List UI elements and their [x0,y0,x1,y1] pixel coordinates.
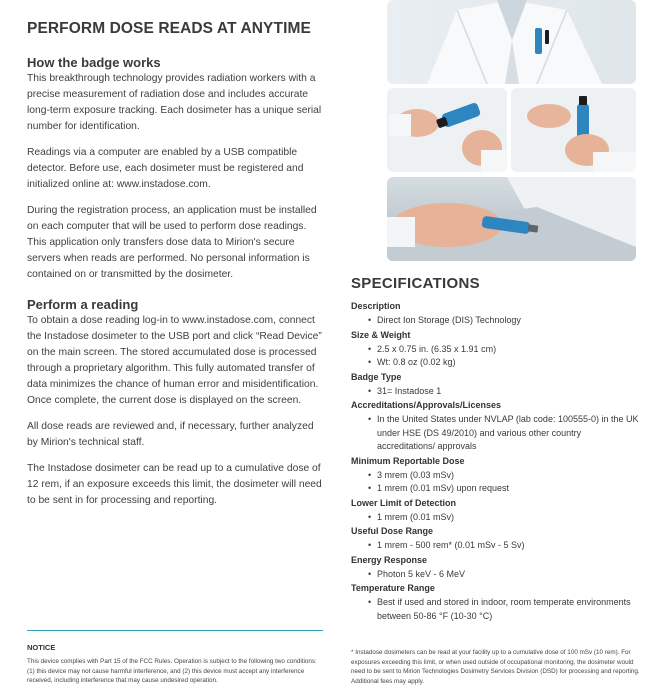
spec-label-useful-dose-range: Useful Dose Range [351,526,434,536]
reading-paragraph-3: The Instadose dosimeter can be read up to a cumulative dose of 12 rem, if an exposure exceeds this limit, the dosimeter will need to be sent in for processing and reporting. [27,463,322,506]
reading-paragraph-1: To obtain a dose reading log-in to www.instadose.com, connect the Instadose dosimeter to the USB port and click “Read Device” on the main screen. The stored accumulated dose is processed through a proprietary algorithm. This fully automated transfer of data minimizes the chance of human error and misidentification. Once complete, the current dose is displayed on the screen. [27,315,322,406]
spec-item: • 1 mrem (0.01 mSv) [351,511,641,525]
photo-laptop-usb [387,177,636,261]
photo-hands-holding-badge [387,88,507,172]
left-column [27,20,327,509]
photo-hand-with-badge [511,88,636,172]
badge-heading: How the badge works [27,55,161,70]
spec-item: • Best if used and stored in indoor, room temperate environments between 50-86 °F (10-30 °C) [351,596,641,623]
spec-item: • In the United States under NVLAP (lab code: 100555-0) in the UK under HSE (DS 49/2010) and various other country accreditations/ approvals [351,413,641,454]
spec-item: • Photon 5 keV - 6 MeV [351,568,641,582]
spec-item: • Direct Ion Storage (DIS) Technology [351,314,641,328]
page-title: PERFORM DOSE READS AT ANYTIME [27,20,311,37]
specifications-section [351,275,641,623]
badge-paragraph-3: During the registration process, an application must be installed on each computer that will be used to perform dose readings. This application only transfers dose data to Mirion's secure servers when reads are performed. No personal information is contained on or transmitted by the dosimeter. [27,205,317,280]
spec-label-size-weight: Size & Weight [351,329,411,340]
spec-label-accreditations: Accreditations/Approvals/Licenses [351,400,502,410]
dose-footnote: * Instadose dosimeters can be read at your facility up to a cumulative dose of 100 mSv (10 rem). For exposures exceeding this limit, or when used outside of occupational monitoring, the dosimeter would need to be sent to Mirion Technologies Dosimetry Services Division (DSD) for processing and reporting. Additional fees may apply. [351,649,640,685]
notice-text: This device complies with Part 15 of the FCC Rules. Operation is subject to the following two conditions: (1) this device may not cause harmful interference, and (2) this device must accept any interference received, including interference that may cause undesired operation. [27,658,317,685]
spec-item: • 31= Instadose 1 [351,385,641,399]
spec-item: • 2.5 x 0.75 in. (6.35 x 1.91 cm) [351,343,641,357]
reading-heading: Perform a reading [27,297,139,312]
spec-item: • 1 mrem (0.01 mSv) upon request [351,482,641,496]
spec-label-minimum-reportable-dose: Minimum Reportable Dose [351,455,465,466]
specifications-heading: SPECIFICATIONS [351,275,480,292]
spec-item: • 1 mrem - 500 rem* (0.01 mSv - 5 Sv) [351,539,641,553]
spec-item: • Wt: 0.8 oz (0.02 kg) [351,356,641,370]
badge-paragraph-1: This breakthrough technology provides radiation workers with a precise measurement of radiation dose and includes accurate long-term exposure tracking. Each dosimeter has a unique serial number for identification. [27,73,322,132]
notice-divider [27,630,323,631]
notice-heading: NOTICE [27,643,56,652]
photo-lab-coat [387,0,636,84]
spec-label-lower-limit: Lower Limit of Detection [351,497,457,508]
spec-label-energy-response: Energy Response [351,554,428,565]
spec-label-temperature-range: Temperature Range [351,583,435,593]
badge-paragraph-2: Readings via a computer are enabled by a USB compatible detector. Before use, each dosimeter must be registered and initialized online at: www.instadose.com. [27,147,304,190]
reading-paragraph-2: All dose reads are reviewed and, if necessary, further analyzed by Mirion's technical staff. [27,421,314,448]
spec-item: • 3 mrem (0.03 mSv) [351,469,641,483]
spec-label-description: Description [351,301,401,311]
spec-label-badge-type: Badge Type [351,371,402,382]
